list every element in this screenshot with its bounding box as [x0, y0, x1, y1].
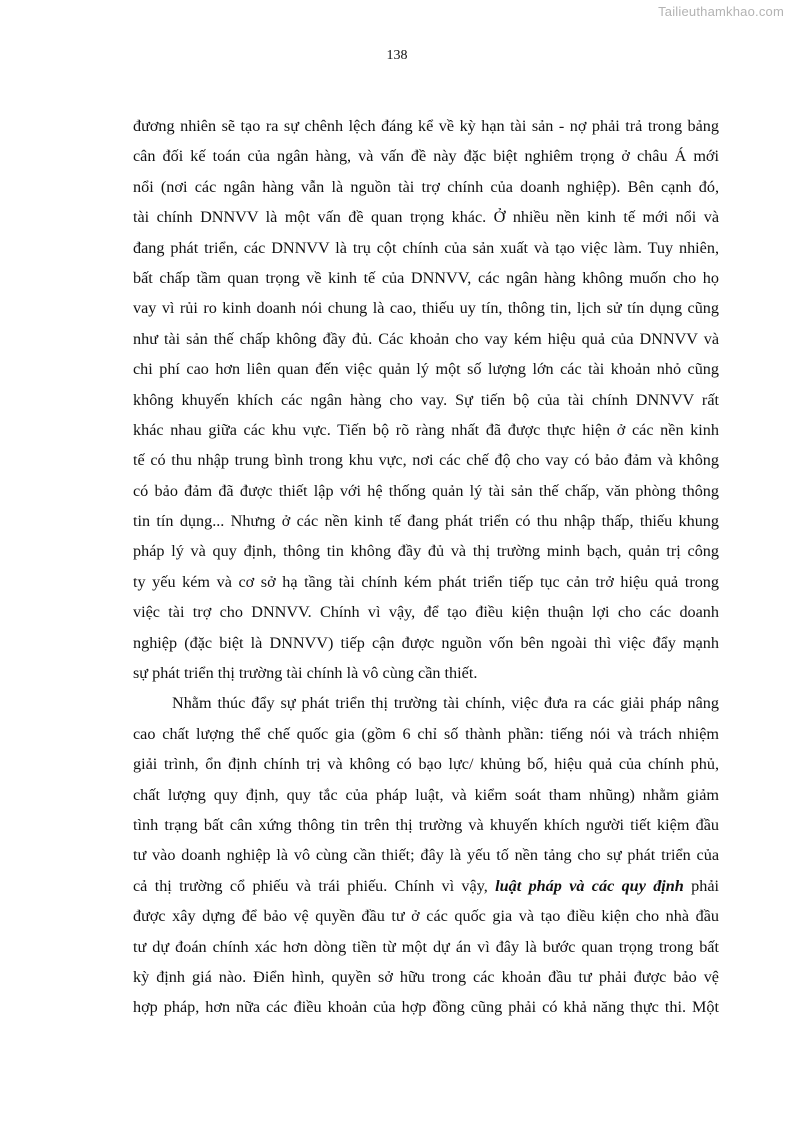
text-line: nghiệp (đặc biệt là DNNVV) tiếp cận được nguồn vốn bên ngoài thì việc đẩy mạnh [133, 633, 719, 652]
text-line: đương nhiên sẽ tạo ra sự chênh lệch đáng kể về kỳ hạn tài sản - nợ phải trả trong bảng [133, 117, 719, 135]
text-line: cân đối kế toán của ngân hàng, và vấn đề này đặc biệt nghiêm trọng ở châu Á mới [133, 147, 719, 166]
text-line: đang phát triển, các DNNVV là trụ cột chính của sản xuất và tạo việc làm. Tuy nhiên, [133, 238, 719, 257]
text-line: sự phát triển thị trường tài chính là vô cùng cần thiết. [133, 664, 478, 683]
text-line: vay vì rủi ro kinh doanh nói chung là cao, thiếu uy tín, thông tin, lịch sử tín dụng cũng [133, 299, 719, 318]
text-line: tế có thu nhập trung bình trong khu vực, nơi các chế độ cho vay có bảo đảm và không [133, 451, 719, 470]
text-line: tài chính DNNVV là một vấn đề quan trọng khác. Ở nhiều nền kinh tế mới nổi và [133, 208, 719, 227]
text-line: khác nhau giữa các khu vực. Tiến bộ rõ ràng nhất đã được thực hiện ở các nền kinh [133, 420, 719, 439]
text-line: pháp lý và quy định, thông tin không đầy đủ và thị trường minh bạch, quản trị công [133, 542, 719, 561]
text-line: giải trình, ổn định chính trị và không có bạo lực/ khủng bố, hiệu quả của chính phủ, [133, 755, 719, 774]
emphasized-text: luật pháp và các quy định [495, 876, 684, 895]
text-line: việc tài trợ cho DNNVV. Chính vì vậy, để tạo điều kiện thuận lợi cho các doanh [133, 603, 719, 622]
text-line: Nhằm thúc đẩy sự phát triển thị trường tài chính, việc đưa ra các giải pháp nâng [172, 694, 719, 713]
paragraph-1 [133, 111, 719, 688]
paragraph-2 [133, 688, 719, 1022]
text-line [133, 871, 719, 901]
text-line: cao chất lượng thể chế quốc gia (gồm 6 chỉ số thành phần: tiếng nói và trách nhiệm [133, 724, 719, 743]
page-number: 138 [386, 48, 408, 63]
text-line: chi phí cao hơn liên quan đến việc quản lý một số lượng lớn các tài khoản nhỏ cũng [133, 360, 719, 379]
text-line: tin tín dụng... Nhưng ở các nền kinh tế đang phát triển có thu nhập thấp, thiếu khung [133, 512, 719, 531]
text-line: chất lượng quy định, quy tắc của pháp luật, và kiểm soát tham nhũng) nhằm giảm [133, 785, 719, 804]
text-line: tư vào doanh nghiệp là vô cùng cần thiết; đây là yếu tố nền tảng cho sự phát triển của [133, 846, 719, 865]
watermark: Tailieuthamkhao.com [658, 4, 784, 19]
text-line: không khuyến khích các ngân hàng cho vay. Sự tiến bộ của tài chính DNNVV rất [133, 390, 719, 409]
text-line: kỳ định giá nào. Điển hình, quyền sở hữu trong các khoản đầu tư phải được bảo vệ [133, 967, 719, 986]
text-line: tình trạng bất cân xứng thông tin trên thị trường và khuyến khích người tiết kiệm đầu [133, 815, 719, 834]
text-segment: cả thị trường cổ phiếu và trái phiếu. Chính vì vậy, [133, 876, 488, 895]
text-line: tư dự đoán chính xác hơn dòng tiền từ một dự án vì đây là bước quan trọng trong bất [133, 937, 719, 956]
text-line: nổi (nơi các ngân hàng vẫn là nguồn tài trợ chính của doanh nghiệp). Bên cạnh đó, [133, 177, 719, 196]
text-line: bất chấp tầm quan trọng về kinh tế của DNNVV, các ngân hàng không muốn cho họ [133, 268, 719, 287]
text-line: như tài sản thế chấp không đầy đủ. Các khoản cho vay kém hiệu quả của DNNVV và [133, 329, 719, 348]
text-line: hợp pháp, hơn nữa các điều khoản của hợp đồng cũng phải có khả năng thực thi. Một [133, 998, 719, 1017]
text-line: có bảo đảm đã được thiết lập với hệ thống quản lý tài sản thế chấp, văn phòng thông [133, 481, 719, 500]
text-segment: phải [691, 876, 720, 895]
text-line: được xây dựng để bảo vệ quyền đầu tư ở các quốc gia và tạo điều kiện cho nhà đầu [133, 907, 719, 926]
text-line: ty yếu kém và cơ sở hạ tầng tài chính kém phát triển tiếp tục cản trở hiệu quả trong [133, 572, 719, 591]
body-text [133, 111, 719, 1023]
